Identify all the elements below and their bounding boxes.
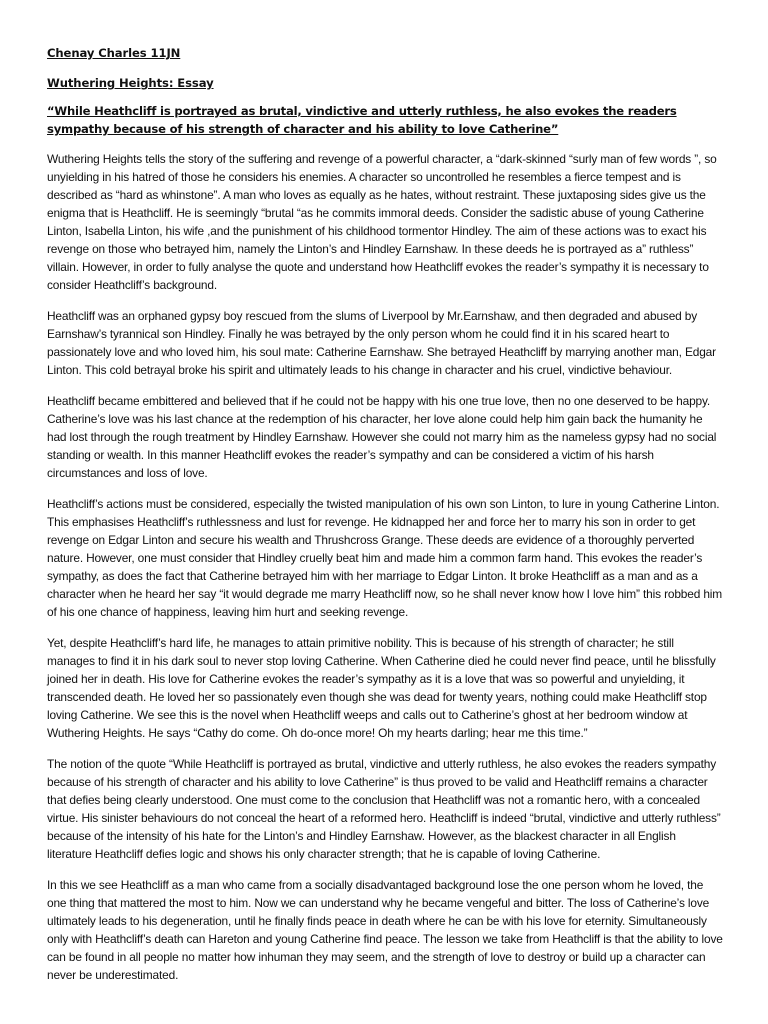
paragraph-2: Heathcliff was an orphaned gypsy boy rescued from the slums of Liverpool by Mr.Earnshaw, and then degraded and abused by Earnshaw’s tyrannical son Hindley. Finally he was betrayed by the only person whom he could find it in his scared heart to passionately love and who loved him, his soul mate: Catherine Earnshaw. She betrayed Heathcliff by marrying another man, Edgar Linton. This cold betrayal broke his spirit and ultimately leads to his change in character and his cruel, vindictive behaviour. (47, 309, 716, 377)
author-line: Chenay Charles 11JN (47, 46, 181, 60)
paragraph-7: In this we see Heathcliff as a man who came from a socially disadvantaged background lose the one person whom he loved, the one thing that mattered the most to him. Now we can understand why he became vengeful and bitter. The loss of Catherine’s love ultimately leads to his degeneration, until he finally finds peace in death where he can be with his love for eternity. Simultaneously only with Heathcliff’s death can Hareton and young Catherine find peace. The lesson we take from Heathcliff is that the ability to love can be found in all people no matter how inhuman they may seem, and the strength of love to destroy or build up a character can never be underestimated. (47, 878, 723, 982)
essay-page (47, 44, 723, 997)
paragraph-5: Yet, despite Heathcliff’s hard life, he manages to attain primitive nobility. This is because of his strength of character; he still manages to find it in his dark soul to never stop loving Catherine. When Catherine died he could never find peace, until he blissfully joined her in death. His love for Catherine evokes the reader’s sympathy as it is a love that was so powerful and unyielding, it transcended death. He loved her so passionately even though she was dead for twenty years, nothing could make Heathcliff stop loving Catherine. We see this is the novel when Heathcliff weeps and calls out to Catherine’s ghost at her bedroom window at Wuthering Heights. He says “Cathy do come. Oh do-once more! Oh my hearts darling; hear me this time.” (47, 636, 716, 740)
paragraph-4: Heathcliff’s actions must be considered, especially the twisted manipulation of his own son Linton, to lure in young Catherine Linton. This emphasises Heathcliff’s ruthlessness and lust for revenge. He kidnapped her and force her to marry his son in order to get revenge on Edgar Linton and secure his wealth and Thrushcross Grange. These deeds are evidence of a thoroughly perverted nature. However, one must consider that Hindley cruelly beat him and made him a common farm hand. This evokes the reader’s sympathy, as does the fact that Catherine betrayed him with her marriage to Edgar Linton. It broke Heathcliff as a man and as a character when he heard her say “it would degrade me marry Heathcliff now, so he shall never know how I love him” this robbed him of his one chance of happiness, leaving him hurt and seeking revenge. (47, 497, 723, 619)
essay-quote-title: “While Heathcliff is portrayed as brutal, vindictive and utterly ruthless, he also evokes the readers sympathy because of his strength of character and his ability to love Catherine” (47, 104, 677, 136)
paragraph-6: The notion of the quote “While Heathcliff is portrayed as brutal, vindictive and utterly ruthless, he also evokes the readers sympathy because of his strength of character and his ability to love Catherine” is thus proved to be valid and Heathcliff remains a character that defies being clearly understood. One must come to the conclusion that Heathcliff was not a romantic hero, with a concealed virtue. His sinister behaviours do not conceal the heart of a reformed hero. Heathcliff is indeed “brutal, vindictive and utterly ruthless” because of the intensity of his hate for the Linton’s and Hindley Earnshaw. However, as the blackest character in all English literature Heathcliff defies logic and shows his only character strength; that he is capable of loving Catherine. (47, 757, 721, 861)
essay-subtitle: Wuthering Heights: Essay (47, 76, 214, 90)
paragraph-1: Wuthering Heights tells the story of the suffering and revenge of a powerful character, a “dark-skinned “surly man of few words ”, so unyielding in his hatred of those he considers his enemies. A character so uncontrolled he resembles a fierce tempest and is described as “hard as whinstone”. A man who loves as equally as he hates, without restraint. These juxtaposing sides give us the enigma that is Heathcliff. He is seemingly “brutal “as he commits immoral deeds. Consider the sadistic abuse of young Catherine Linton, Isabella Linton, his wife ,and the punishment of his childhood tormentor Hindley. The aim of these actions was to exact his revenge on those who betrayed him, namely the Linton’s and Hindley Earnshaw. In these deeds he is portrayed as a” ruthless” villain. However, in order to fully analyse the quote and understand how Heathcliff evokes the reader’s sympathy it is necessary to consider Heathcliff’s background. (47, 152, 717, 292)
paragraph-3: Heathcliff became embittered and believed that if he could not be happy with his one true love, then no one deserved to be happy. Catherine’s love was his last chance at the redemption of his character, her love alone could help him gain back the humanity he had lost through the rough treatment by Hindley Earnshaw. However she could not marry him as the nameless gypsy had no social standing or wealth. In this manner Heathcliff evokes the reader’s sympathy and can be considered a victim of his harsh circumstances and loss of love. (47, 394, 717, 480)
